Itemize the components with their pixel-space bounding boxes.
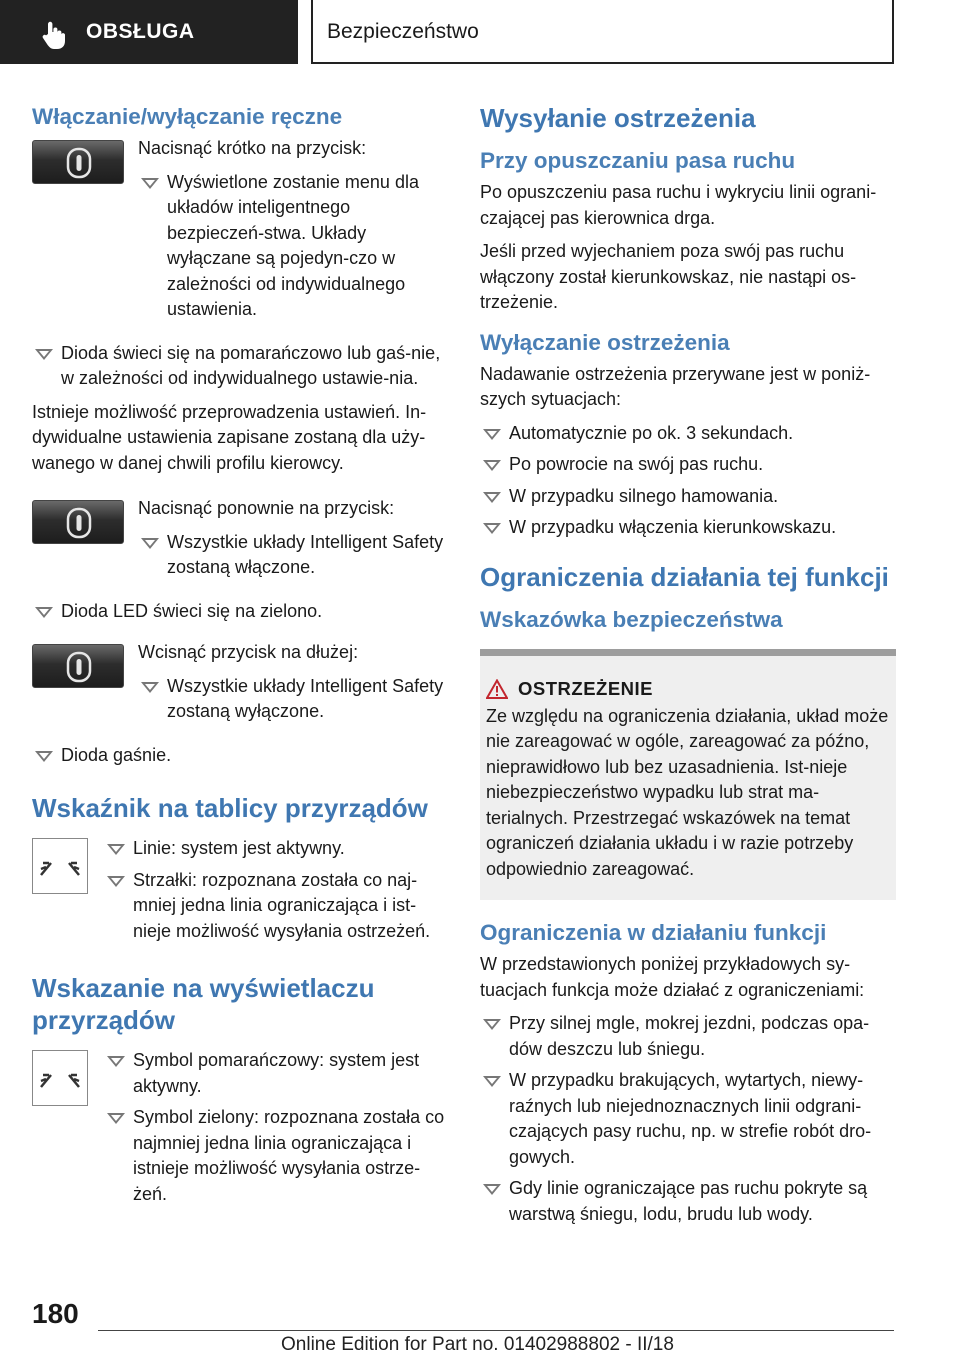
page-number: 180 (32, 1298, 79, 1329)
heading-function-limits: Ograniczenia w działaniu funkcji (480, 920, 827, 945)
assist-button-image (32, 644, 124, 688)
right-column (480, 96, 896, 1235)
list-item: Gdy linie ograniczające pas ruchu pokryte są warstwą śniegu, lodu, brudu lub wody. (480, 1176, 896, 1227)
edition-footer: Online Edition for Part no. 01402988802 - II/18 (281, 1334, 674, 1355)
footer-divider (98, 1330, 894, 1331)
heading-leaving-lane: Przy opuszczaniu pasa ruchu (480, 148, 796, 173)
heading-indicator: Wskaźnik na tablicy przyrządów (32, 793, 428, 823)
heading-send-warning: Wysyłanie ostrzeżenia (480, 103, 756, 133)
lane-assist-button-icon (59, 649, 99, 685)
step-3-lead: Wcisnąć przycisk na dłużej: (138, 642, 359, 662)
list-item: W przypadku włączenia kierunkowskazu. (480, 515, 896, 541)
list-item: Wszystkie układy Intelligent Safety zostaną wyłączone. (138, 674, 448, 725)
list-item: Symbol pomarańczowy: system jest aktywny. (104, 1048, 448, 1099)
heading-display: Wskazanie na wyświetlaczu przyrządów (32, 973, 375, 1035)
step-3 (32, 640, 448, 733)
lane-lines-icon (33, 839, 87, 893)
section-tab[interactable] (0, 0, 298, 64)
hand-pointer-icon (40, 20, 66, 50)
list-item: Po powrocie na swój pas ruchu. (480, 452, 896, 478)
list-item: Strzałki: rozpoznana została co naj-mniej jedna linia ograniczająca i ist-nieje możliwość wysyłania ostrzeżeń. (104, 868, 448, 945)
paragraph-leaving-2: Jeśli przed wyjechaniem poza swój pas ruchu włączony został kierunkowskaz, nie nastąpi os-trzeżenie. (480, 241, 857, 312)
assist-button-image (32, 500, 124, 544)
list-item: W przypadku silnego hamowania. (480, 484, 896, 510)
section-label: OBSŁUGA (86, 20, 195, 43)
list-item: W przypadku brakujących, wytartych, niewy-raźnych lub niejednoznacznych linii odgrani-czających pasy ruchu, np. w strefie robót dro-gowych. (480, 1068, 896, 1170)
paragraph-leaving-1: Po opuszczeniu pasa ruchu i wykryciu linii ograni-czającej pas kierownica drga. (480, 182, 877, 228)
left-column (32, 96, 448, 1225)
paragraph-function-limits: W przedstawionych poniżej przykładowych sy-tuacjach funkcja może działać z ograniczeniami: (480, 954, 865, 1000)
heading-limits: Ograniczenia działania tej funkcji (480, 561, 889, 592)
paragraph-warning-off: Nadawanie ostrzeżenia przerywane jest w poniż-szych sytuacjach: (480, 363, 871, 409)
warning-text: Ze względu na ograniczenia działania, układ może nie zareagować w ogóle, zareagować za późno, nieprawidłowo lub bez uzasadnienia. Ist-nieje niebezpieczeństwo wypadku lub strat ma-terialnych. Przestrzegać wskazówek na temat ograniczeń działania układu i w razie potrzeby odpowiednio zareagować. (486, 705, 889, 879)
list-item: Dioda gaśnie. (32, 743, 448, 769)
lane-indicator-symbol (32, 838, 88, 894)
list-item: Przy silnej mgle, mokrej jezdni, podczas opa-dów deszczu lub śniegu. (480, 1011, 896, 1062)
step-1-lead: Nacisnąć krótko na przycisk: (138, 138, 367, 158)
heading-manual: Włączanie/wyłączanie ręczne (32, 104, 343, 129)
step-1 (32, 136, 448, 331)
chapter-header (311, 0, 894, 64)
step-2 (32, 496, 448, 589)
heading-safety-note: Wskazówka bezpieczeństwa (480, 606, 783, 632)
indicator-row (32, 836, 448, 952)
list-item: Dioda świeci się na pomarańczowo lub gaś-nie, w zależności od indywidualnego ustawie-nia. (32, 341, 448, 392)
lane-assist-button-icon (59, 505, 99, 541)
lane-display-symbol (32, 1050, 88, 1106)
lane-assist-button-icon (59, 145, 99, 181)
warning-label: OSTRZEŻENIE (518, 677, 654, 699)
display-row (32, 1048, 448, 1215)
list-item: Wyświetlone zostanie menu dla układów inteligentnego bezpieczeń-stwa. Układy wyłączane są pojedyn-czo w zależności od indywidualnego ustawienia. (138, 170, 448, 323)
assist-button-image (32, 140, 124, 184)
list-item: Linie: system jest aktywny. (104, 836, 448, 862)
chapter-title: Bezpieczeństwo (327, 20, 479, 43)
heading-warning-off: Wyłączanie ostrzeżenia (480, 329, 730, 355)
paragraph-settings: Istnieje możliwość przeprowadzenia ustawień. In-dywidualne ustawienia zapisane zostaną dla uży-wanego w danej chwili profilu kierowcy. (32, 401, 427, 473)
list-item: Wszystkie układy Intelligent Safety zostaną włączone. (138, 530, 448, 581)
warning-box (480, 649, 896, 901)
list-item: Automatycznie po ok. 3 sekundach. (480, 421, 896, 447)
list-item: Dioda LED świeci się na zielono. (32, 599, 448, 625)
step-2-lead: Nacisnąć ponownie na przycisk: (138, 498, 395, 518)
warning-triangle-icon (486, 679, 508, 699)
list-item: Symbol zielony: rozpoznana została co najmniej jedna linia ograniczająca i istnieje możliwość wysyłania ostrze-żeń. (104, 1105, 448, 1207)
lane-lines-icon (33, 1051, 87, 1105)
